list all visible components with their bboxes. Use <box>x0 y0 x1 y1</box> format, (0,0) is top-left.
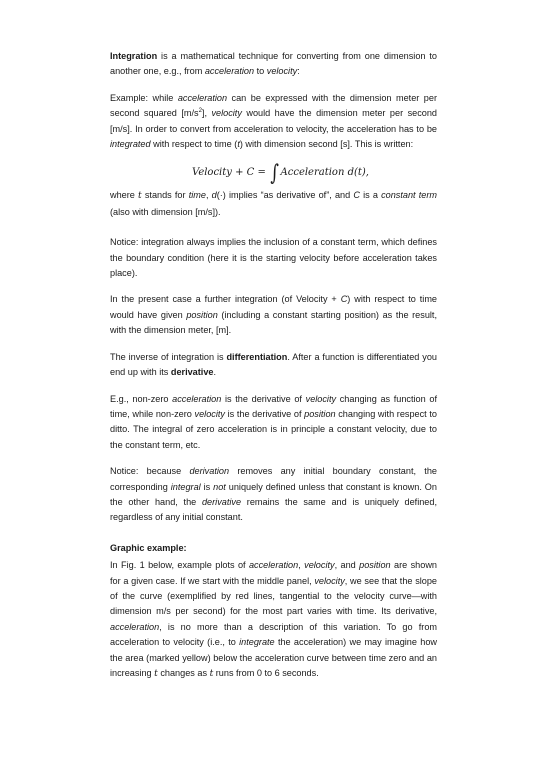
integral-sign: ∫ <box>270 161 280 187</box>
term-integration: Integration <box>110 51 158 61</box>
document-body <box>110 49 437 693</box>
paragraph-eg-derivatives: E.g., non-zero acceleration is the derivative of velocity changing as function of time, while non-zero velocity is the derivative of position changing with respect to ditto. The integral of zero acceleration is in principle a constant velocity, due to the constant term, etc. <box>110 393 437 450</box>
superscript: 2 <box>198 108 202 115</box>
paragraph-where: where t stands for time, d(·) implies “as derivative of”, and C is a constant term (also with dimension [m/s]). <box>110 190 437 217</box>
paragraph-inverse: The inverse of integration is differentiation. After a function is differentiated you end up with its derivative. <box>110 351 437 378</box>
paragraph-integration-definition: Integration is a mathematical technique for converting from one dimension to another one, e.g., from acceleration to velocity: <box>110 51 437 77</box>
paragraph-notice-derivation: Notice: because derivation removes any initial boundary constant, the corresponding integral is not uniquely defined unless that constant is known. On the other hand, the derivative remains the same and is uniquely defined, regardless of any initial constant. <box>110 466 437 523</box>
paragraph-example: Example: while acceleration can be expressed with the dimension meter per second squared $[m/s^2]$, velocity would have the dimension meter per second [m/s]. In order to convert from acceleration to velocity, the acceleration has to be integrated with respect to time (t) with dimension second [s]. This is written: <box>110 92 438 150</box>
paragraph-notice-constant: Notice: integration always implies the inclusion of a constant term, which defines the boundary condition (here it is the starting velocity before acceleration takes place). <box>110 237 437 279</box>
equation-lhs: Velocity + C = <box>192 167 270 179</box>
section-heading-graphic-example: Graphic example: <box>110 542 187 553</box>
equation-rhs: Acceleration d(t), <box>280 167 369 179</box>
integral-equation <box>110 161 437 185</box>
paragraph-graphic-example: In Fig. 1 below, example plots of acceleration, velocity, and position are shown for a given case. If we start with the middle panel, velocity, we see that the slope of the curve (exemplified by red lines, tangential to the velocity curve—with dimension m/s per second) for the most part varies with time. Its derivative, acceleration, is no more than a description of this variation. To go from acceleration to velocity (i.e., to integrate the acceleration) we may imagine how the area (marked yellow) below the acceleration curve between time zero and an increasing t changes as t runs from 0 to 6 seconds. <box>110 560 438 679</box>
paragraph-further-integration: In the present case a further integration (of Velocity + C) with respect to time would have given position (including a constant starting position) as the result, with the dimension meter, [m]. <box>110 294 437 336</box>
